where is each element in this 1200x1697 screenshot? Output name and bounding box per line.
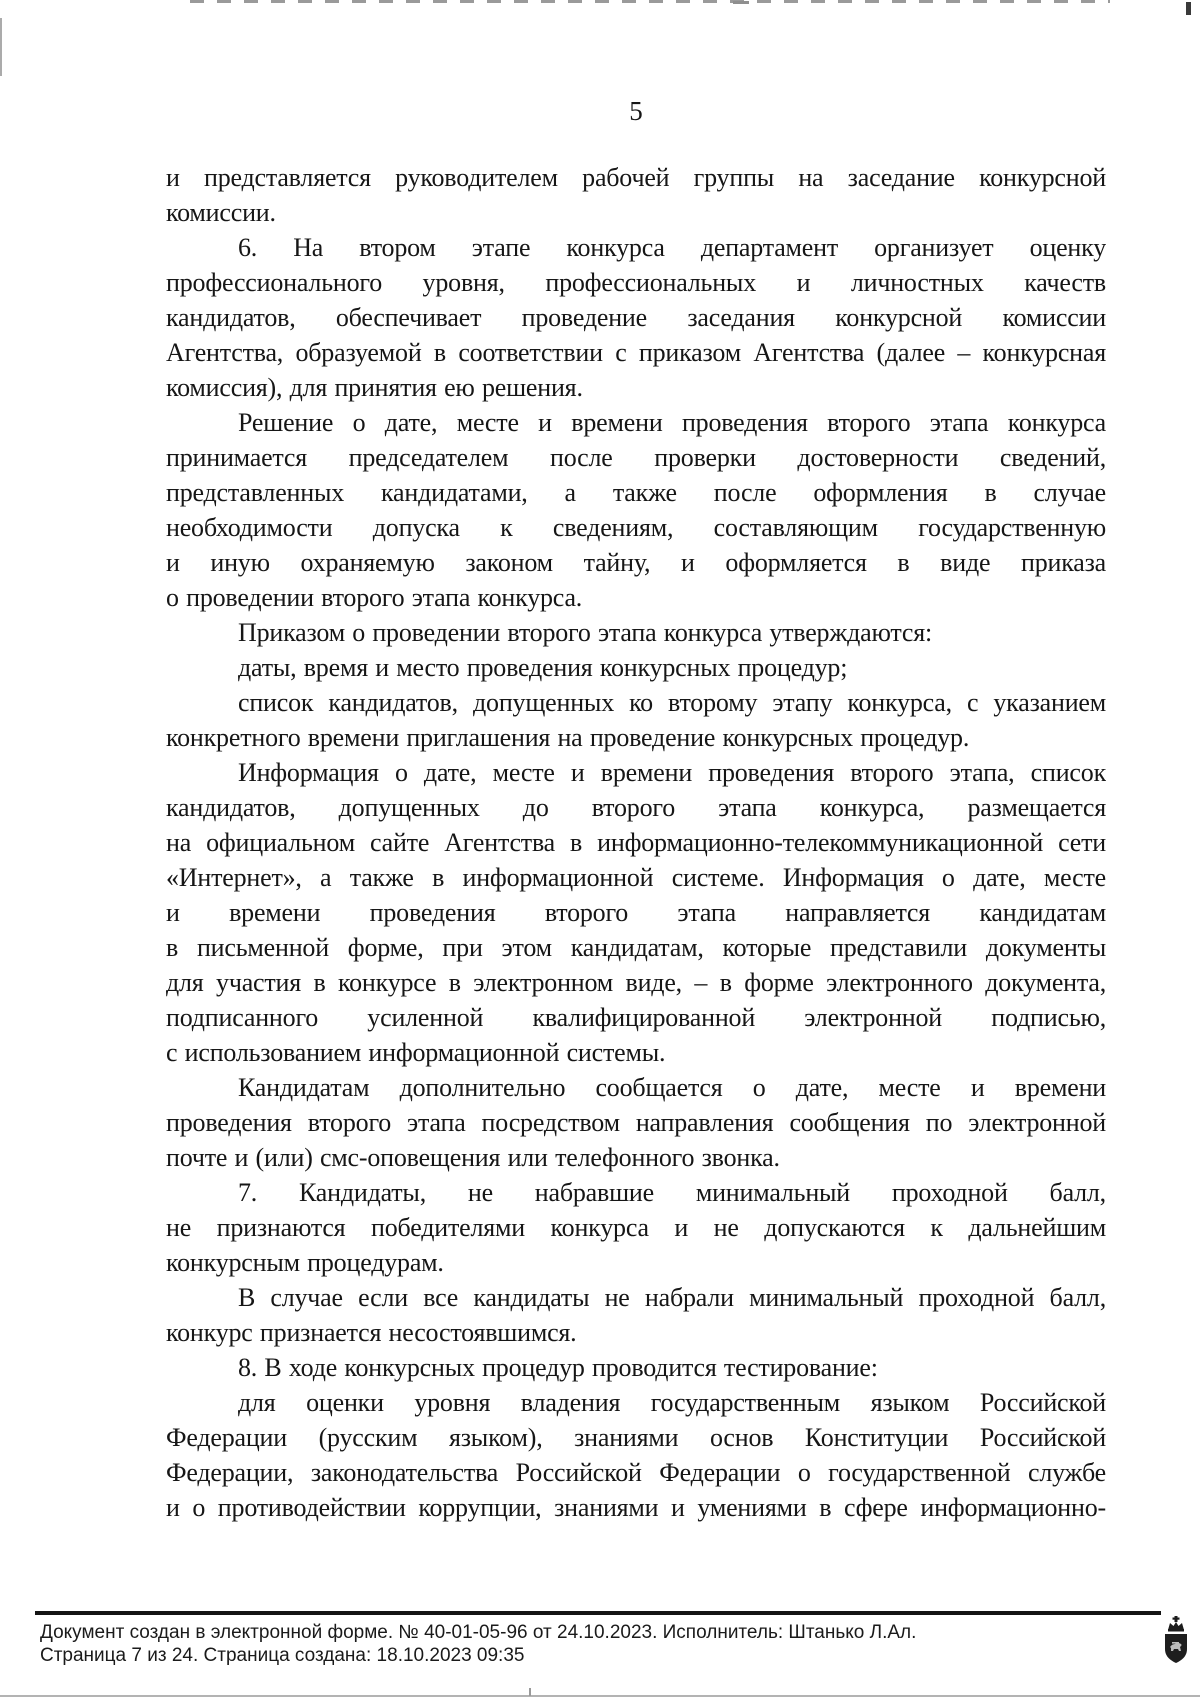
text-line: и иную охраняемую законом тайну, и оформляется в виде приказа [166,548,1106,577]
text-line: для оценки уровня владения государственным языком Российской [238,1388,1106,1417]
scan-edge-left [0,18,2,76]
text-line: с использованием информационной системы. [166,1038,666,1067]
text-line: 7. Кандидаты, не набравшие минимальный проходной балл, [238,1178,1106,1207]
text-line: проведения второго этапа посредством направления сообщения по электронной [166,1108,1106,1137]
text-line: представленных кандидатами, а также после оформления в случае [166,478,1106,507]
footer-line-page-info: Страница 7 из 24. Страница создана: 18.10.2023 09:35 [40,1645,525,1666]
text-line: В случае если все кандидаты не набрали минимальный проходной балл, [238,1283,1106,1312]
text-line: в письменной форме, при этом кандидатам, которые представили документы [166,933,1106,962]
footer-metadata [40,1621,1090,1667]
text-line: для участия в конкурсе в электронном виде, – в форме электронного документа, [166,968,1106,997]
text-line: даты, время и место проведения конкурсных процедур; [238,653,848,682]
text-line: 8. В ходе конкурсных процедур проводится тестирование: [238,1353,878,1382]
text-line: Агентства, образуемой в соответствии с приказом Агентства (далее – конкурсная [166,338,1106,367]
text-line: принимается председателем после проверки достоверности сведений, [166,443,1106,472]
text-line: кандидатов, обеспечивает проведение заседания конкурсной комиссии [166,303,1106,332]
text-line: конкретного времени приглашения на проведение конкурсных процедур. [166,723,970,752]
text-line: список кандидатов, допущенных ко второму этапу конкурса, с указанием [238,688,1106,717]
text-line: конкурсным процедурам. [166,1248,444,1277]
coat-of-arms-icon [1163,1616,1189,1664]
text-line: Информация о дате, месте и времени проведения второго этапа, список [238,758,1106,787]
text-line: и представляется руководителем рабочей группы на заседание конкурсной [166,163,1106,192]
text-line: не признаются победителями конкурса и не допускаются к дальнейшим [166,1213,1106,1242]
scan-artifact [733,1,749,4]
text-line: «Интернет», а также в информационной системе. Информация о дате, месте [166,863,1106,892]
text-line: Федерации, законодательства Российской Федерации о государственной службе [166,1458,1106,1487]
page-number: 5 [629,96,643,126]
footer-divider [35,1611,1161,1615]
text-line: Федерации (русским языком), знаниями основ Конституции Российской [166,1423,1106,1452]
text-line: кандидатов, допущенных до второго этапа конкурса, размещается [166,793,1106,822]
scan-artifact [1186,2,1191,15]
scan-edge-top [190,0,1110,3]
text-line: Решение о дате, месте и времени проведения второго этапа конкурса [238,408,1106,437]
text-line: комиссии. [166,198,276,227]
text-line: и времени проведения второго этапа направляется кандидатам [166,898,1106,927]
text-line: Кандидатам дополнительно сообщается о дате, месте и времени [238,1073,1106,1102]
text-line: профессионального уровня, профессиональных и личностных качеств [166,268,1106,297]
text-line: 6. На втором этапе конкурса департамент организует оценку [238,233,1106,262]
text-line: подписанного усиленной квалифицированной электронной подписью, [166,1003,1106,1032]
text-line: о проведении второго этапа конкурса. [166,583,583,612]
text-line: Приказом о проведении второго этапа конкурса утверждаются: [238,618,932,647]
text-line: конкурс признается несостоявшимся. [166,1318,577,1347]
text-line: комиссия), для принятия ею решения. [166,373,583,402]
text-line: необходимости допуска к сведениям, составляющим государственную [166,513,1106,542]
footer-line-document-info: Документ создан в электронной форме. № 40-01-05-96 от 24.10.2023. Исполнитель: Штанько Л.Ал. [40,1622,917,1643]
scan-artifact [529,1688,531,1696]
text-line: на официальном сайте Агентства в информационно-телекоммуникационной сети [166,828,1106,857]
text-line: почте и (или) смс-оповещения или телефонного звонка. [166,1143,780,1172]
body-text [166,160,1106,1525]
text-line: и о противодействии коррупции, знаниями и умениями в сфере информационно- [166,1493,1106,1522]
